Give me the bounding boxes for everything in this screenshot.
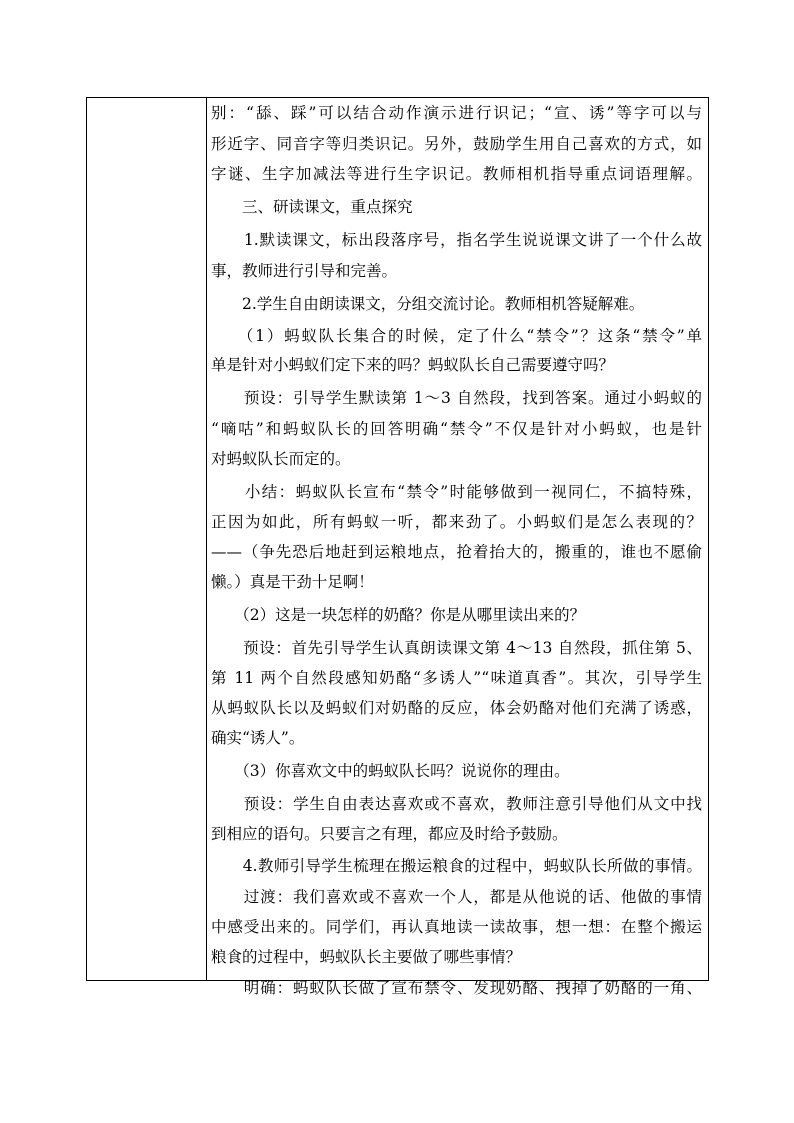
text-line: （3）你喜欢文中的蚂蚁队长吗？说说你的理由。 (211, 762, 570, 780)
text-line: 懒。）真是干劲十足啊！ (211, 573, 374, 591)
text-line: 到相应的语句。只要言之有理，都应及时给予鼓励。 (211, 825, 568, 843)
table-content-cell (208, 98, 708, 997)
text-line: 形近字、同音字等归类识记。另外，鼓励学生用自己喜欢的方式，如 (211, 135, 702, 153)
text-line: 2.学生自由朗读课文，分组交流讨论。教师相机答疑解难。 (211, 295, 645, 313)
text-line: 确实“诱人”。 (211, 729, 305, 747)
text-line: 4.教师引导学生梳理在搬运粮食的过程中，蚂蚁队长所做的事情。 (211, 857, 702, 875)
text-line: 正因为如此，所有蚂蚁一听，都来劲了。小蚂蚁们是怎么表现的？ (211, 513, 702, 531)
text-line: 从蚂蚁队长以及蚂蚁们对奶酪的反应，体会奶酪对他们充满了诱惑， (211, 699, 702, 717)
text-line: 粮食的过程中，蚂蚁队长主要做了哪些事情？ (211, 948, 522, 966)
text-line: “嘀咕”和蚂蚁队长的回答明确“禁令”不仅是针对小蚂蚁，也是针 (211, 420, 702, 438)
text-line: 1.默读课文，标出段落序号，指名学生说说课文讲了一个什么故 (211, 231, 702, 249)
text-line: 单是针对小蚂蚁们定下来的吗？蚂蚁队长自己需要遵守吗？ (211, 356, 615, 374)
text-line: 中感受出来的。同学们，再认真地读一读故事，想一想：在整个搬运 (211, 918, 702, 936)
text-line: 预设：引导学生默读第 1～3 自然段，找到答案。通过小蚂蚁的 (211, 389, 702, 407)
text-line: 第 11 两个自然段感知奶酪“多诱人”“味道真香”。其次，引导学生 (211, 669, 702, 687)
text-line: 明确：蚂蚁队长做了宣布禁令、发现奶酪、拽掉了奶酪的一角、 (211, 979, 702, 997)
text-line: 字谜、生字加减法等进行生字识记。教师相机指导重点词语理解。 (211, 165, 702, 183)
text-line: （2）这是一块怎样的奶酪？你是从哪里读出来的？ (211, 606, 586, 624)
text-line: 对蚂蚁队长而定的。 (211, 450, 351, 468)
text-line: ——（争先恐后地赶到运粮地点，抢着抬大的，搬重的，谁也不愿偷 (211, 543, 702, 561)
text-line: 事，教师进行引导和完善。 (211, 262, 398, 280)
text-line: 别：“舔、踩”可以结合动作演示进行识记；“宣、诱”等字可以与 (211, 104, 702, 122)
table-left-cell (87, 98, 207, 980)
lesson-plan-table (86, 97, 709, 997)
text-line: 过渡：我们喜欢或不喜欢一个人，都是从他说的话、他做的事情 (211, 888, 702, 906)
text-line: 预设：学生自由表达喜欢或不喜欢，教师注意引导他们从文中找 (211, 795, 702, 813)
section-heading: 三、研读课文，重点探究 (211, 198, 413, 216)
text-line: （1）蚂蚁队长集合的时候，定了什么“禁令”？这条“禁令”单 (211, 327, 702, 345)
text-line: 小结：蚂蚁队长宣布“禁令”时能够做到一视同仁，不搞特殊， (211, 483, 702, 501)
text-line: 预设：首先引导学生认真朗读课文第 4～13 自然段，抓住第 5、 (211, 639, 702, 657)
